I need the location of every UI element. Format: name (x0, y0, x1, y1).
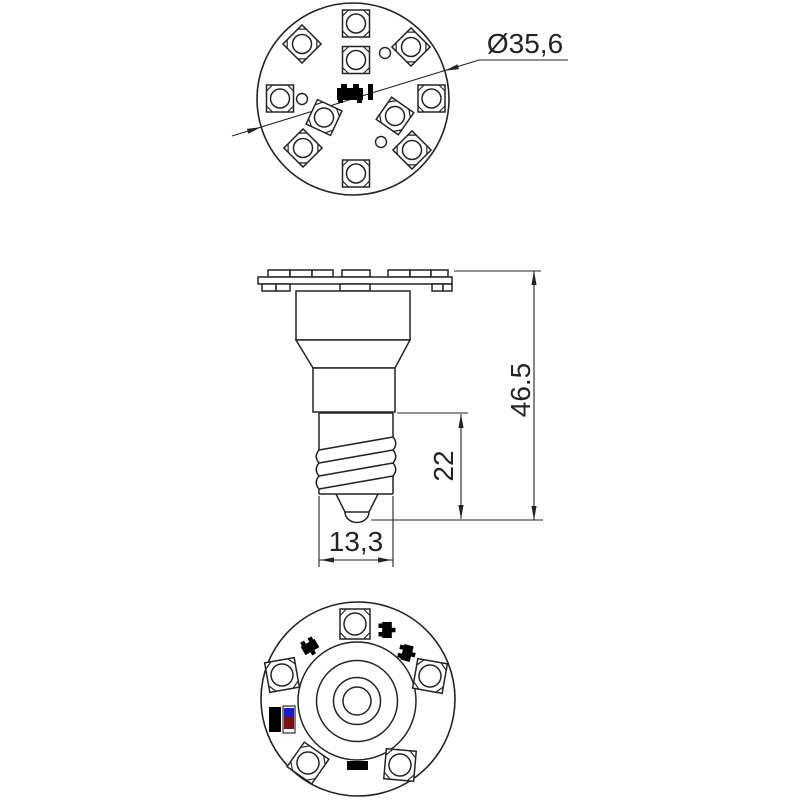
dimension-arrow (444, 64, 459, 73)
led-package (413, 659, 448, 694)
capacitor-blue-band (284, 708, 294, 717)
dimension-arrow (247, 125, 262, 134)
smd-component (368, 84, 373, 100)
side-view (258, 270, 543, 567)
overall-height-label: 46.5 (505, 362, 536, 418)
board-hole (380, 48, 391, 59)
smd-component (347, 761, 368, 770)
capacitor-body (284, 717, 294, 729)
pcb-edge (258, 277, 452, 284)
pcb-top-components (268, 270, 448, 277)
led-package (267, 85, 294, 112)
thread-length-label: 22 (428, 450, 459, 482)
bottom-view (261, 602, 455, 796)
thread-length-dimension (397, 413, 468, 519)
diameter-label: Ø35,6 (486, 28, 564, 59)
lamp-neck-taper (296, 340, 410, 368)
led-package (343, 160, 370, 187)
led-package (418, 85, 445, 112)
contact-tip (336, 494, 378, 523)
screw-thread (316, 413, 396, 494)
led-package (265, 658, 300, 693)
thread-diameter-label: 13,3 (328, 526, 384, 557)
pcb-bottom-components (262, 284, 452, 291)
led-package (343, 47, 370, 74)
thread-diameter-dimension (319, 496, 393, 567)
led-package (384, 749, 417, 782)
base-collar (313, 368, 395, 412)
top-view (232, 3, 568, 195)
board-hole (376, 137, 387, 148)
lamp-body (296, 291, 410, 340)
led-package (343, 10, 370, 37)
led-package (340, 609, 370, 639)
board-hole (297, 94, 308, 105)
